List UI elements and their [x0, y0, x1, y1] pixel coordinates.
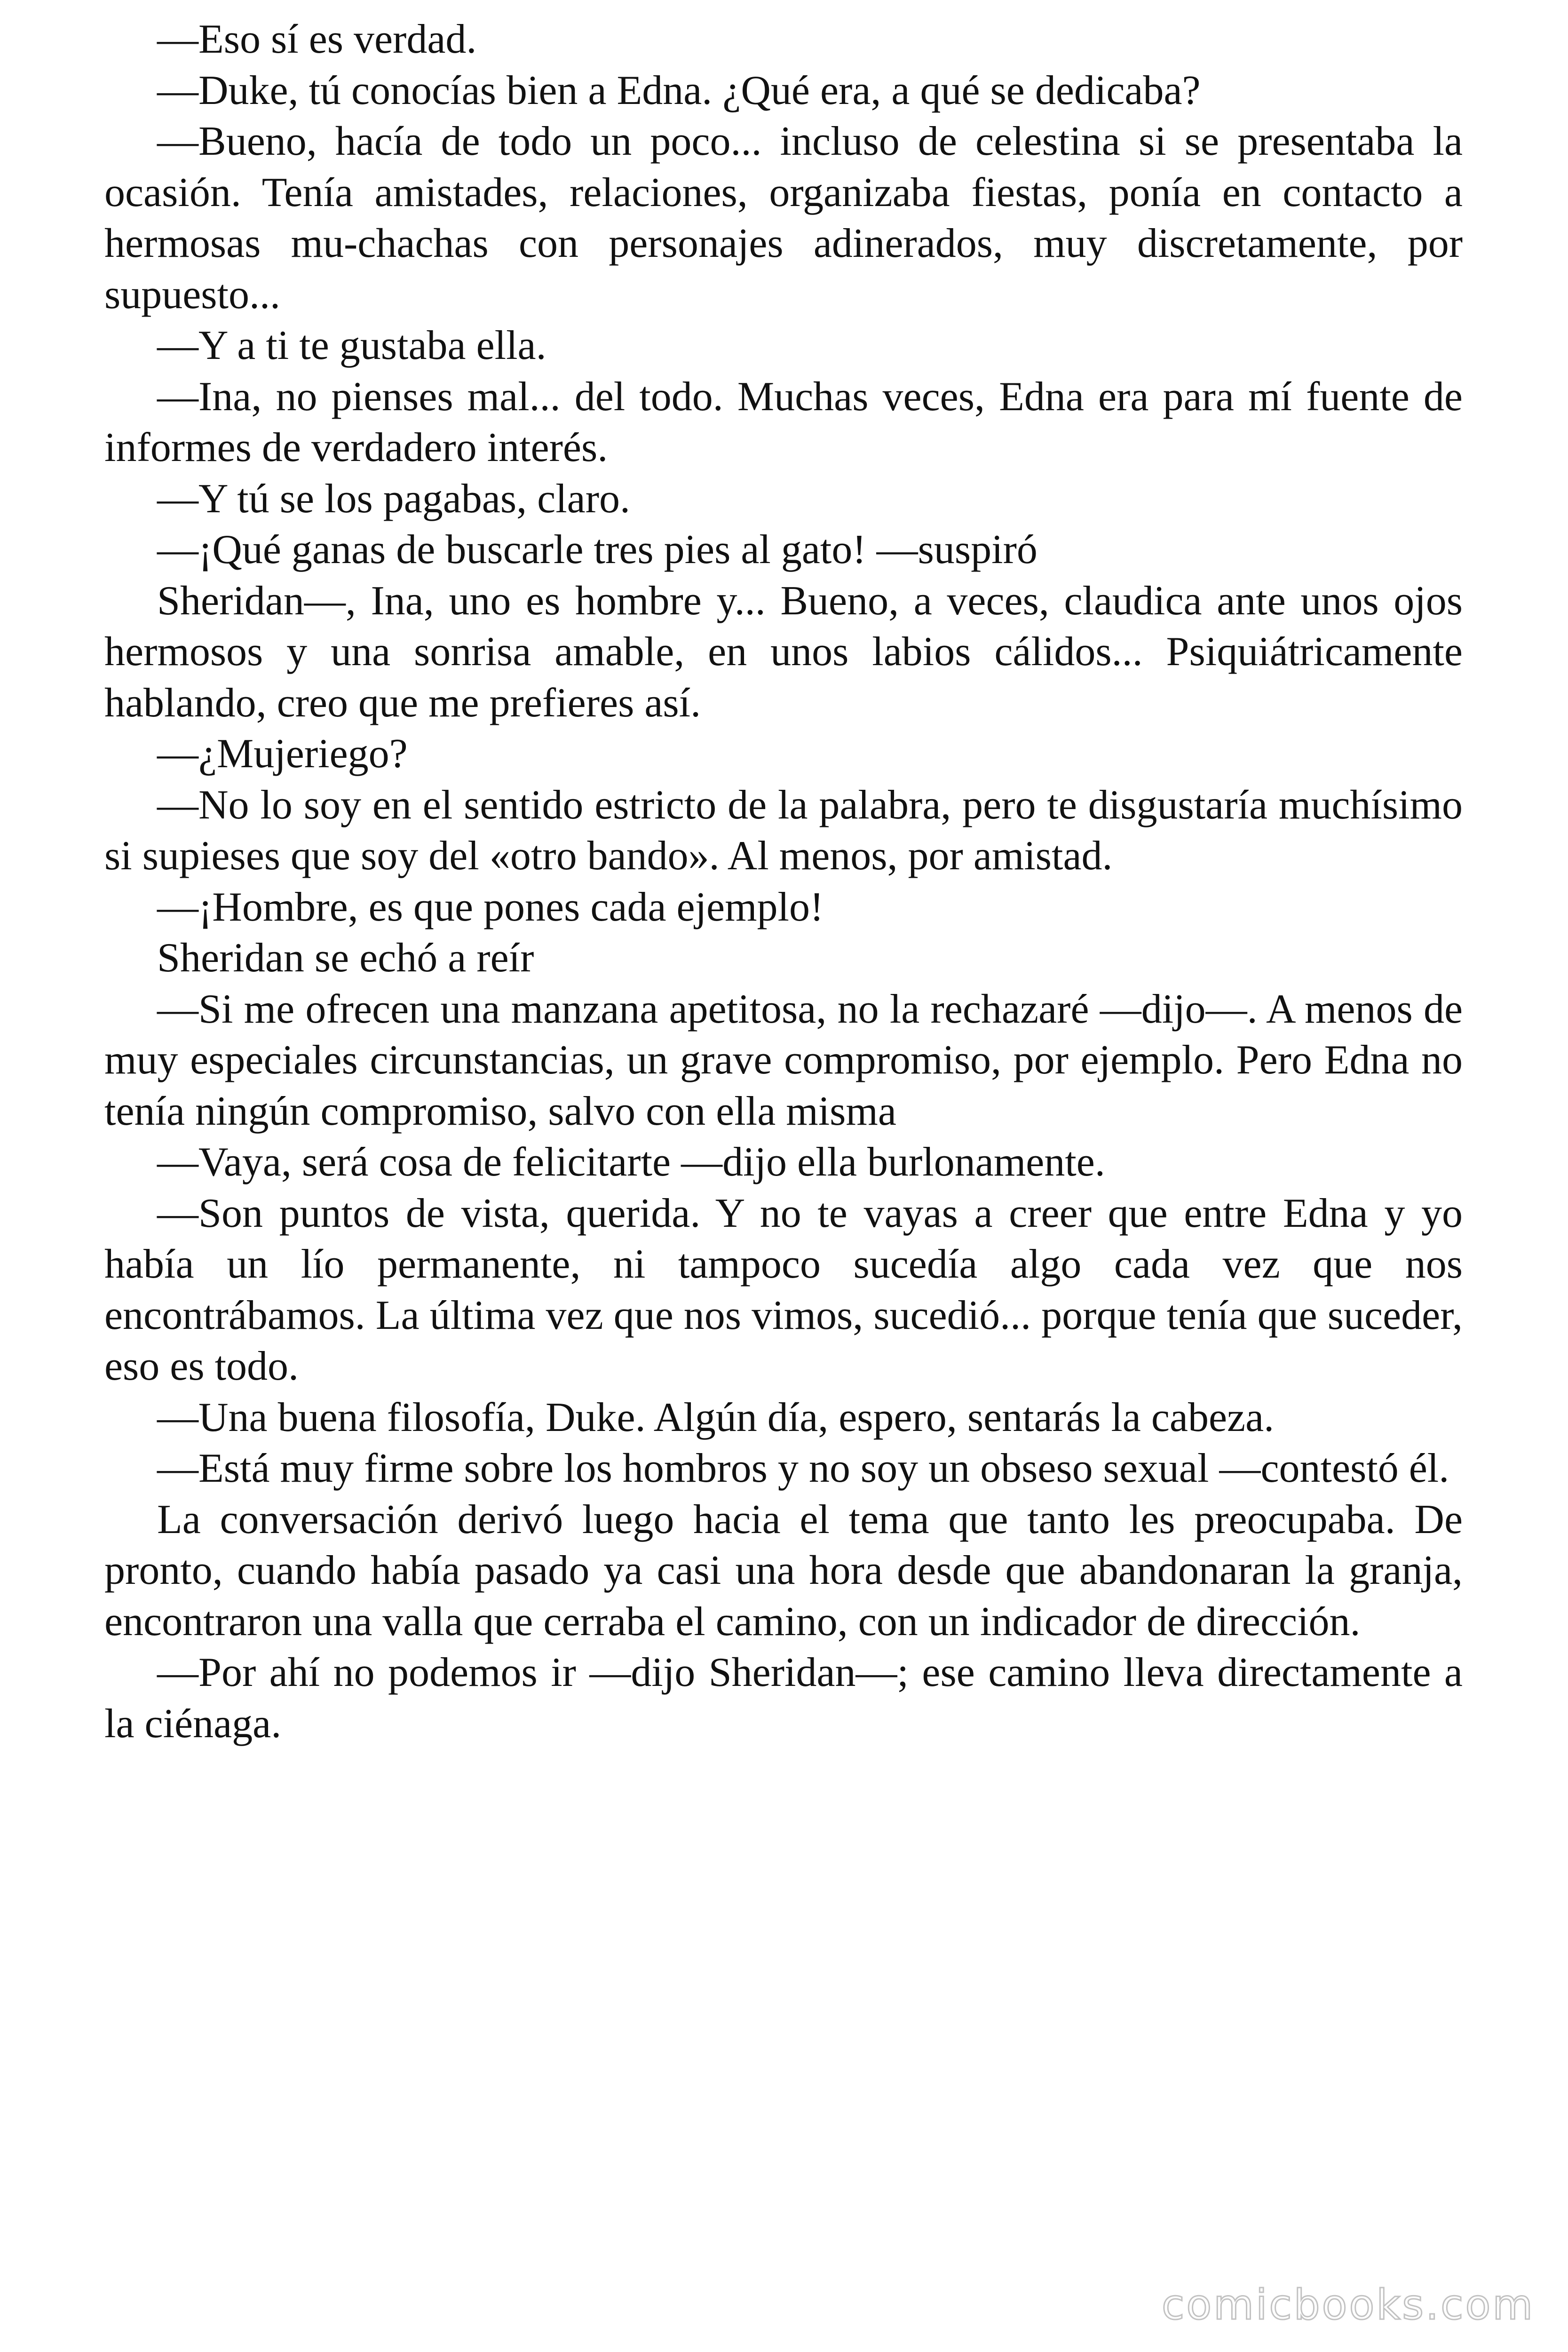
- paragraph-7: —¡Qué ganas de buscarle tres pies al gato! —suspiró: [157, 527, 1037, 572]
- paragraph-19: —Por ahí no podemos ir —dijo Sheridan—; ese camino lleva directamente a la ciénaga.: [104, 1650, 1463, 1747]
- paragraph-17: —Está muy firme sobre los hombros y no soy un obseso sexual —contestó él.: [157, 1446, 1449, 1491]
- paragraph-6: —Y tú se los pagabas, claro.: [157, 476, 631, 522]
- paragraph-2: —Duke, tú conocías bien a Edna. ¿Qué era, a qué se dedicaba?: [157, 67, 1201, 113]
- paragraph-3: —Bueno, hacía de todo un poco... incluso de celestina si se presentaba la ocasión. Tenía amistades, relaciones, organizaba fiestas, ponía en contacto a hermosas mu-chachas con personajes adinerados, muy discretamente, por supuesto...: [104, 119, 1463, 318]
- paragraph-9: —¿Mujeriego?: [157, 731, 408, 777]
- body-text: [104, 14, 1463, 1749]
- paragraph-16: —Una buena filosofía, Duke. Algún día, espero, sentarás la cabeza.: [157, 1394, 1275, 1440]
- paragraph-8: Sheridan—, Ina, uno es hombre y... Bueno, a veces, claudica ante unos ojos hermosos y una sonrisa amable, en unos labios cálidos... Psiquiátricamente hablando, creo que me prefieres así.: [104, 578, 1463, 726]
- paragraph-4: —Y a ti te gustaba ella.: [157, 323, 546, 368]
- paragraph-1: —Eso sí es verdad.: [157, 16, 477, 62]
- paragraph-14: —Vaya, será cosa de felicitarte —dijo ella burlonamente.: [157, 1139, 1105, 1185]
- paragraph-12: Sheridan se echó a reír: [157, 935, 534, 981]
- site-watermark: comicbooks.com: [1162, 2280, 1535, 2329]
- paragraph-5: —Ina, no pienses mal... del todo. Muchas veces, Edna era para mí fuente de informes de verdadero interés.: [104, 373, 1463, 470]
- paragraph-15: —Son puntos de vista, querida. Y no te vayas a creer que entre Edna y yo había un lío permanente, ni tampoco sucedía algo cada vez que nos encontrábamos. La última vez que nos vimos, sucedió... porque tenía que suceder, eso es todo.: [104, 1190, 1463, 1389]
- paragraph-10: —No lo soy en el sentido estricto de la palabra, pero te disgustaría muchísimo si supieses que soy del «otro bando». Al menos, por amistad.: [104, 782, 1463, 879]
- paragraph-18: La conversación derivó luego hacia el tema que tanto les preocupaba. De pronto, cuando había pasado ya casi una hora desde que abandonaran la granja, encontraron una valla que cerraba el camino, con un indicador de dirección.: [104, 1496, 1463, 1645]
- paragraph-13: —Si me ofrecen una manzana apetitosa, no la rechazaré —dijo—. A menos de muy especiales circunstancias, un grave compromiso, por ejemplo. Pero Edna no tenía ningún compromiso, salvo con ella misma: [104, 986, 1463, 1134]
- paragraph-11: —¡Hombre, es que pones cada ejemplo!: [157, 884, 824, 930]
